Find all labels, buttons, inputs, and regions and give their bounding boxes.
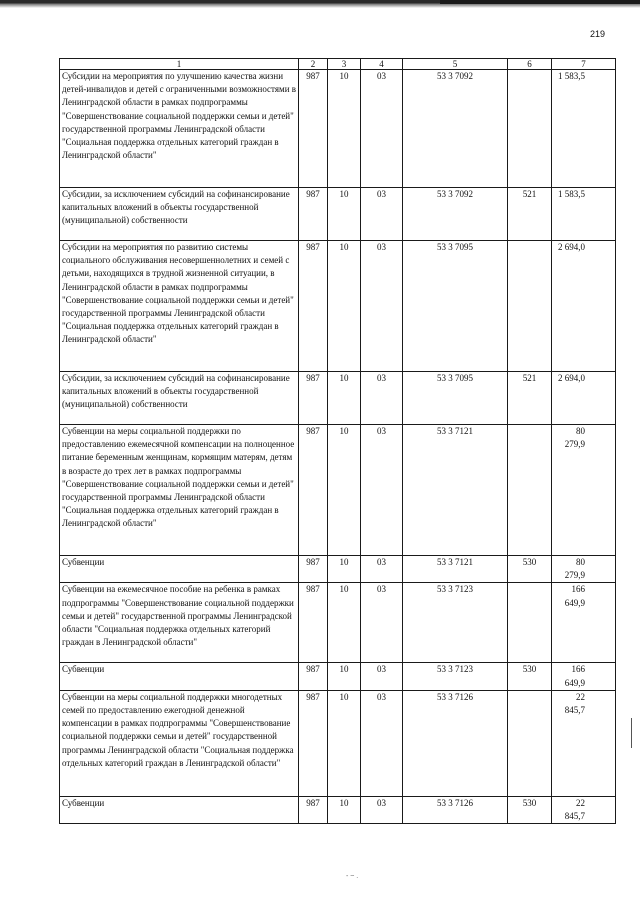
scan-top-edge-dark	[440, 0, 640, 4]
row-name: Субвенции	[60, 796, 299, 823]
row-subsection: 03	[361, 241, 403, 372]
table-row	[60, 70, 616, 188]
row-subsection: 03	[361, 70, 403, 188]
table-row	[60, 583, 616, 663]
row-name: Субвенции на меры социальной поддержки по предоставлению ежемесячной компенсации на полноценное питание беременным женщинам, кормящим матерям, детям в возрасте до трех лет в рамках подпрограммы "Совершенствование социальной поддержки семьи и детей" государственной программы Ленинградской области "Социальная поддержка отдельных категорий граждан в Ленинградской области"	[60, 425, 299, 556]
row-target: 53 3 7121	[403, 556, 508, 583]
row-name: Субсидии на мероприятия по развитию системы социального обслуживания несовершеннолетних и семей с детьми, находящихся в трудной жизненной ситуации, в Ленинградской области в рамках подпрограммы "Совершенствование социальной поддержки семьи и детей" государственной программы Ленинградской области "Социальная поддержка отдельных категорий граждан в Ленинградской области"	[60, 241, 299, 372]
row-name: Субвенции	[60, 663, 299, 690]
row-code: 987	[299, 583, 328, 663]
row-code: 987	[299, 70, 328, 188]
table-row	[60, 425, 616, 556]
row-code: 987	[299, 372, 328, 425]
row-section: 10	[328, 425, 361, 556]
row-section: 10	[328, 556, 361, 583]
header-cell: 4	[361, 59, 403, 70]
row-amount: 80 279,9	[552, 425, 616, 556]
row-target: 53 3 7126	[403, 796, 508, 823]
row-amount: 1 583,5	[552, 188, 616, 241]
row-name: Субвенции на меры социальной поддержки многодетных семей по предоставлению ежегодной денежной компенсации в рамках подпрограммы "Совершенствование социальной поддержки семьи и детей" государственной программы Ленинградской области "Социальная поддержка отдельных категорий граждан в Ленинградской области"	[60, 690, 299, 796]
row-target: 53 3 7121	[403, 425, 508, 556]
row-section: 10	[328, 663, 361, 690]
row-code: 987	[299, 556, 328, 583]
row-target: 53 3 7092	[403, 188, 508, 241]
table-header-row	[60, 59, 616, 70]
row-amount: 80 279,9	[552, 556, 616, 583]
row-subsection: 03	[361, 796, 403, 823]
row-name: Субвенции	[60, 556, 299, 583]
header-cell: 3	[328, 59, 361, 70]
table-row	[60, 663, 616, 690]
header-cell: 2	[299, 59, 328, 70]
row-type: 521	[508, 372, 552, 425]
row-section: 10	[328, 583, 361, 663]
header-cell: 6	[508, 59, 552, 70]
table-row	[60, 188, 616, 241]
row-subsection: 03	[361, 372, 403, 425]
table-row	[60, 556, 616, 583]
row-type: 521	[508, 188, 552, 241]
row-subsection: 03	[361, 663, 403, 690]
row-name: Субсидии, за исключением субсидий на софинансирование капитальных вложений в объекты государственной (муниципальной) собственности	[60, 372, 299, 425]
table-row	[60, 796, 616, 823]
row-code: 987	[299, 796, 328, 823]
row-name: Субвенции на ежемесячное пособие на ребенка в рамках подпрограммы "Совершенствование социальной поддержки семьи и детей" государственной программы Ленинградской области "Социальная поддержка отдельных категорий граждан в Ленинградской области"	[60, 583, 299, 663]
row-section: 10	[328, 241, 361, 372]
row-code: 987	[299, 241, 328, 372]
row-subsection: 03	[361, 425, 403, 556]
header-cell: 7	[552, 59, 616, 70]
row-code: 987	[299, 188, 328, 241]
header-cell: 1	[60, 59, 299, 70]
row-target: 53 3 7092	[403, 70, 508, 188]
row-code: 987	[299, 690, 328, 796]
row-section: 10	[328, 188, 361, 241]
page-number: 219	[590, 29, 606, 39]
row-type	[508, 425, 552, 556]
row-amount: 2 694,0	[552, 241, 616, 372]
row-type: 530	[508, 796, 552, 823]
row-type	[508, 241, 552, 372]
budget-table	[59, 58, 616, 824]
row-section: 10	[328, 690, 361, 796]
row-name: Субсидии на мероприятия по улучшению качества жизни детей-инвалидов и детей с ограниченными возможностями в Ленинградской области в рамках подпрограммы "Совершенствование социальной поддержки семьи и детей" государственной программы Ленинградской области "Социальная поддержка отдельных категорий граждан в Ленинградской области"	[60, 70, 299, 188]
row-amount: 2 694,0	[552, 372, 616, 425]
table-row	[60, 690, 616, 796]
row-type: 530	[508, 556, 552, 583]
table-row	[60, 372, 616, 425]
row-section: 10	[328, 70, 361, 188]
row-code: 987	[299, 425, 328, 556]
row-type	[508, 70, 552, 188]
row-subsection: 03	[361, 556, 403, 583]
table-row	[60, 241, 616, 372]
row-type: 530	[508, 663, 552, 690]
row-target: 53 3 7095	[403, 241, 508, 372]
row-target: 53 3 7126	[403, 690, 508, 796]
row-name: Субсидии, за исключением субсидий на софинансирование капитальных вложений в объекты государственной (муниципальной) собственности	[60, 188, 299, 241]
row-amount: 22 845,7	[552, 796, 616, 823]
row-section: 10	[328, 796, 361, 823]
row-code: 987	[299, 663, 328, 690]
row-section: 10	[328, 372, 361, 425]
row-amount: 1 583,5	[552, 70, 616, 188]
row-subsection: 03	[361, 690, 403, 796]
header-cell: 5	[403, 59, 508, 70]
row-subsection: 03	[361, 188, 403, 241]
row-subsection: 03	[361, 583, 403, 663]
scan-margin-mark	[631, 718, 632, 748]
row-amount: 166 649,9	[552, 583, 616, 663]
row-type	[508, 690, 552, 796]
row-amount: 166 649,9	[552, 663, 616, 690]
row-amount: 22 845,7	[552, 690, 616, 796]
row-target: 53 3 7123	[403, 583, 508, 663]
row-target: 53 3 7095	[403, 372, 508, 425]
row-type	[508, 583, 552, 663]
scan-artifact: - ~ .	[346, 873, 359, 880]
row-target: 53 3 7123	[403, 663, 508, 690]
